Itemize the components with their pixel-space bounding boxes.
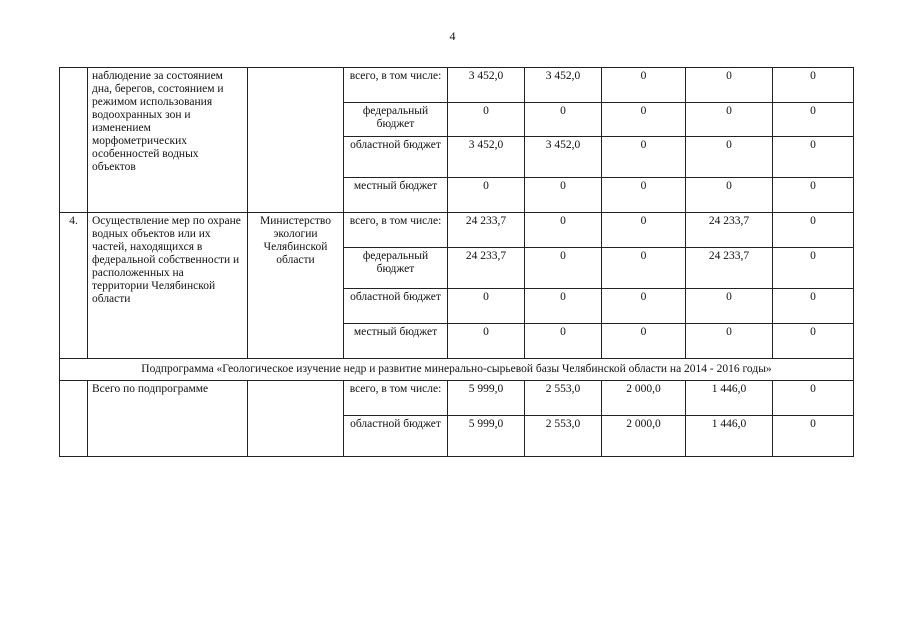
value-year-1: 0 <box>525 213 602 248</box>
value-year-4: 0 <box>773 289 854 324</box>
value-year-2: 0 <box>602 324 686 359</box>
value-year-3: 0 <box>686 178 773 213</box>
value-year-2: 0 <box>602 137 686 178</box>
executor-cell: Министерство экологии Челябинской области <box>248 213 344 359</box>
value-year-2: 0 <box>602 103 686 137</box>
row-number-cell: 4. <box>60 213 88 359</box>
funding-type: областной бюджет <box>344 289 448 324</box>
value-year-3: 24 233,7 <box>686 213 773 248</box>
table-row <box>60 213 854 248</box>
value-year-4: 0 <box>773 68 854 103</box>
value-year-1: 0 <box>525 248 602 289</box>
value-year-1: 0 <box>525 289 602 324</box>
value-total: 0 <box>448 289 525 324</box>
value-year-4: 0 <box>773 416 854 457</box>
value-total: 0 <box>448 178 525 213</box>
value-total: 5 999,0 <box>448 416 525 457</box>
value-year-3: 0 <box>686 324 773 359</box>
value-year-3: 0 <box>686 68 773 103</box>
value-total: 24 233,7 <box>448 248 525 289</box>
value-year-1: 2 553,0 <box>525 381 602 416</box>
executor-cell <box>248 68 344 213</box>
value-year-4: 0 <box>773 103 854 137</box>
row-number-cell <box>60 381 88 457</box>
value-total: 0 <box>448 103 525 137</box>
value-year-2: 0 <box>602 213 686 248</box>
funding-type: всего, в том числе: <box>344 213 448 248</box>
value-year-4: 0 <box>773 213 854 248</box>
funding-type: областной бюджет <box>344 416 448 457</box>
value-year-1: 3 452,0 <box>525 68 602 103</box>
measure-description: Осуществление мер по охране водных объектов или их частей, находящихся в федеральной собственности и расположенных на территории Челябинской области <box>88 213 248 359</box>
executor-cell <box>248 381 344 457</box>
value-year-2: 0 <box>602 178 686 213</box>
value-year-1: 0 <box>525 324 602 359</box>
measure-description: Всего по подпрограмме <box>88 381 248 457</box>
funding-type: федеральный бюджет <box>344 248 448 289</box>
budget-table <box>59 67 854 457</box>
table-row <box>60 359 854 381</box>
row-number-cell <box>60 68 88 213</box>
value-year-2: 0 <box>602 289 686 324</box>
value-year-4: 0 <box>773 381 854 416</box>
value-year-1: 3 452,0 <box>525 137 602 178</box>
funding-type: всего, в том числе: <box>344 68 448 103</box>
value-year-3: 0 <box>686 103 773 137</box>
value-year-4: 0 <box>773 248 854 289</box>
value-year-1: 0 <box>525 178 602 213</box>
value-total: 3 452,0 <box>448 137 525 178</box>
value-year-4: 0 <box>773 178 854 213</box>
table-row <box>60 68 854 103</box>
value-year-3: 1 446,0 <box>686 416 773 457</box>
value-year-1: 0 <box>525 103 602 137</box>
value-year-3: 0 <box>686 289 773 324</box>
funding-type: местный бюджет <box>344 178 448 213</box>
funding-type: федеральный бюджет <box>344 103 448 137</box>
table-row <box>60 381 854 416</box>
value-year-2: 0 <box>602 248 686 289</box>
page-number: 4 <box>449 29 456 43</box>
value-year-1: 2 553,0 <box>525 416 602 457</box>
value-year-4: 0 <box>773 137 854 178</box>
funding-type: областной бюджет <box>344 137 448 178</box>
value-year-2: 0 <box>602 68 686 103</box>
value-total: 0 <box>448 324 525 359</box>
value-year-3: 0 <box>686 137 773 178</box>
value-total: 5 999,0 <box>448 381 525 416</box>
value-total: 24 233,7 <box>448 213 525 248</box>
value-total: 3 452,0 <box>448 68 525 103</box>
measure-description: наблюдение за состоянием дна, берегов, состоянием и режимом использования водоохранных зон и изменением морфометрических особенностей водных объектов <box>88 68 248 213</box>
subprogram-title: Подпрограмма «Геологическое изучение недр и развитие минерально-сырьевой базы Челябинской области на 2014 - 2016 годы» <box>60 359 854 381</box>
value-year-2: 2 000,0 <box>602 416 686 457</box>
funding-type: всего, в том числе: <box>344 381 448 416</box>
value-year-4: 0 <box>773 324 854 359</box>
value-year-2: 2 000,0 <box>602 381 686 416</box>
funding-type: местный бюджет <box>344 324 448 359</box>
value-year-3: 24 233,7 <box>686 248 773 289</box>
value-year-3: 1 446,0 <box>686 381 773 416</box>
